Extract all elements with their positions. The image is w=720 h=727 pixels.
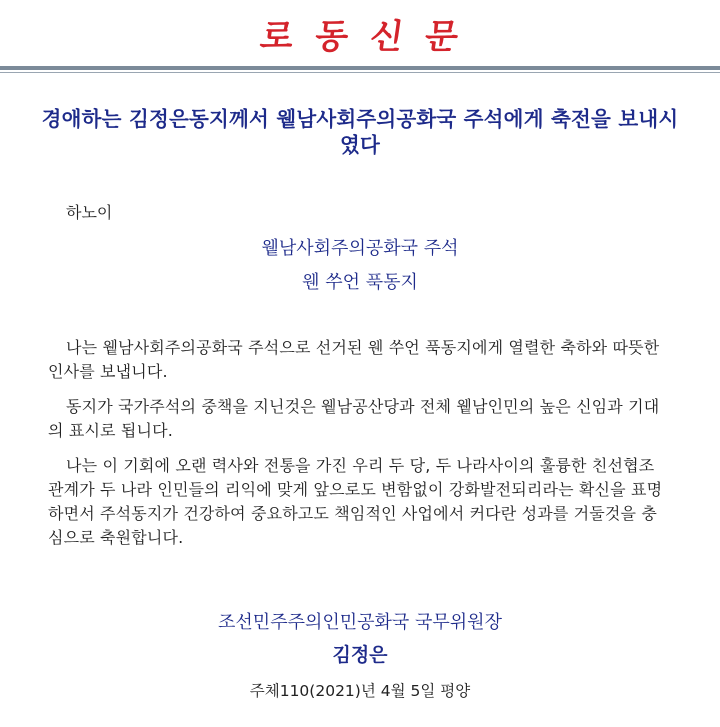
newspaper-masthead xyxy=(0,0,720,66)
signer-name: 김정은 xyxy=(332,644,388,666)
date-line: 주체110(2021)년 4월 5일 평양 xyxy=(249,682,471,700)
masthead-divider xyxy=(0,66,720,70)
dateline-place: 하노이 xyxy=(66,203,113,222)
signer-title: 조선민주주의인민공화국 국무위원장 xyxy=(218,612,502,633)
recipient-title: 윁남사회주의공화국 주석 xyxy=(261,238,459,259)
body-paragraph: 나는 윁남사회주의공화국 주석으로 선거된 웬 쑤언 푹동지에게 열렬한 축하와 따뜻한 인사를 보냅니다. xyxy=(48,338,660,381)
masthead-divider-thin xyxy=(0,72,720,73)
masthead-logo: 로동신문 xyxy=(257,16,484,57)
recipient-name: 웬 쑤언 푹동지 xyxy=(302,272,418,293)
article-body xyxy=(48,336,666,561)
body-paragraph: 동지가 국가주석의 중책을 지닌것은 윁남공산당과 전체 윁남인민의 높은 신임과 기대의 표시로 됩니다. xyxy=(48,397,660,440)
article-headline: 경애하는 김정은동지께서 윁남사회주의공화국 주석에게 축전을 보내시였다 xyxy=(41,107,679,157)
body-paragraph: 나는 이 기회에 오랜 력사와 전통을 가진 우리 두 당, 두 나라사이의 훌륭한 친선협조관계가 두 나라 인민들의 리익에 맞게 앞으로도 변함없이 강화발전되리라는 확신을 표명하면서 주석동지가 건강하여 중요하고도 책임적인 사업에서 커다란 성과를 거둘것을 충심으로 축원합니다. xyxy=(48,456,663,547)
